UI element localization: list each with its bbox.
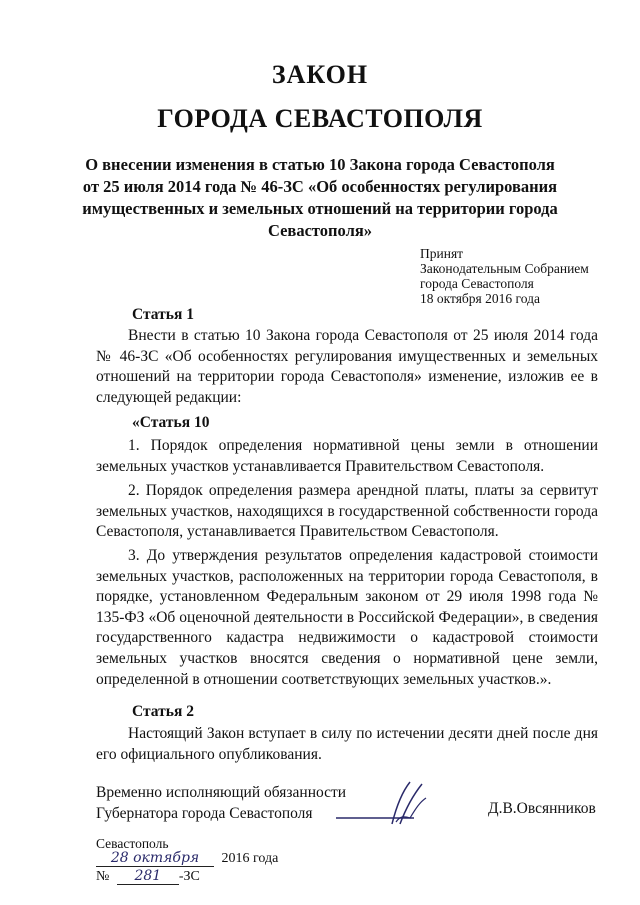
position-line: Временно исполняющий обязанности	[96, 784, 347, 801]
quoted-article-10-heading: «Статья 10	[132, 414, 210, 431]
article-1-intro: Внести в статью 10 Закона города Севастополя от 25 июля 2014 года № 46-ЗС «Об особенностях регулирования имущественных и земельных отношений на территории города Севастополя» изменение, изложив ее в следующей редакции:	[96, 327, 598, 406]
document-subtitle: О внесении изменения в статью 10 Закона города Севастополя от 25 июля 2014 года № 46-ЗС «Об особенностях регулирования имущественных и земельных отношений на территории города Севастополя»	[82, 155, 558, 240]
adoption-block	[420, 246, 620, 306]
signing-place: Севастополь	[96, 836, 169, 851]
law-number-suffix: -ЗС	[178, 869, 200, 884]
handwritten-date: 28 октября	[96, 850, 214, 867]
article-10-item-3: 3. До утверждения результатов определения кадастровой стоимости земельных участков, расположенных на территории города Севастополя, в порядке, установленном Федеральным законом от 29 июля 1998 года № 135-ФЗ «Об оценочной деятельности в Российской Федерации», в сведения государственного кадастра недвижимости о кадастровой стоимости земельных участков вносятся сведения о нормативной цене земли, определенной в отношении соответствующих земельных участков.».	[96, 547, 598, 688]
adoption-line: города Севастополя	[420, 276, 534, 291]
position-line: Губернатора города Севастополя	[96, 805, 313, 822]
law-number-line	[96, 868, 200, 885]
signing-date-line	[96, 850, 278, 867]
article-10-item-2: 2. Порядок определения размера арендной платы, платы за сервитут земельных участков, находящихся в государственной собственности города Севастополя, устанавливается Правительством Севастополя.	[96, 482, 598, 541]
handwritten-law-number: 281	[117, 868, 179, 885]
article-10-item-1: 1. Порядок определения нормативной цены земли в отношении земельных участков устанавливается Правительством Севастополя.	[96, 437, 598, 475]
document-title: ЗАКОН	[271, 60, 369, 89]
number-sign: №	[96, 869, 110, 884]
signing-year: 2016 года	[221, 851, 279, 866]
handwritten-signature	[330, 778, 480, 828]
article-1-heading: Статья 1	[132, 306, 194, 323]
adoption-date: 18 октября 2016 года	[420, 291, 540, 306]
article-2-heading: Статья 2	[132, 703, 194, 720]
signatory-name: Д.В.Овсянников	[488, 800, 596, 817]
adoption-line: Законодательным Собранием	[420, 261, 589, 276]
adoption-line: Принят	[420, 246, 464, 261]
article-2-text: Настоящий Закон вступает в силу по истечении десяти дней после дня его официального опубликования.	[96, 725, 598, 763]
document-title-city: ГОРОДА СЕВАСТОПОЛЯ	[157, 104, 483, 133]
